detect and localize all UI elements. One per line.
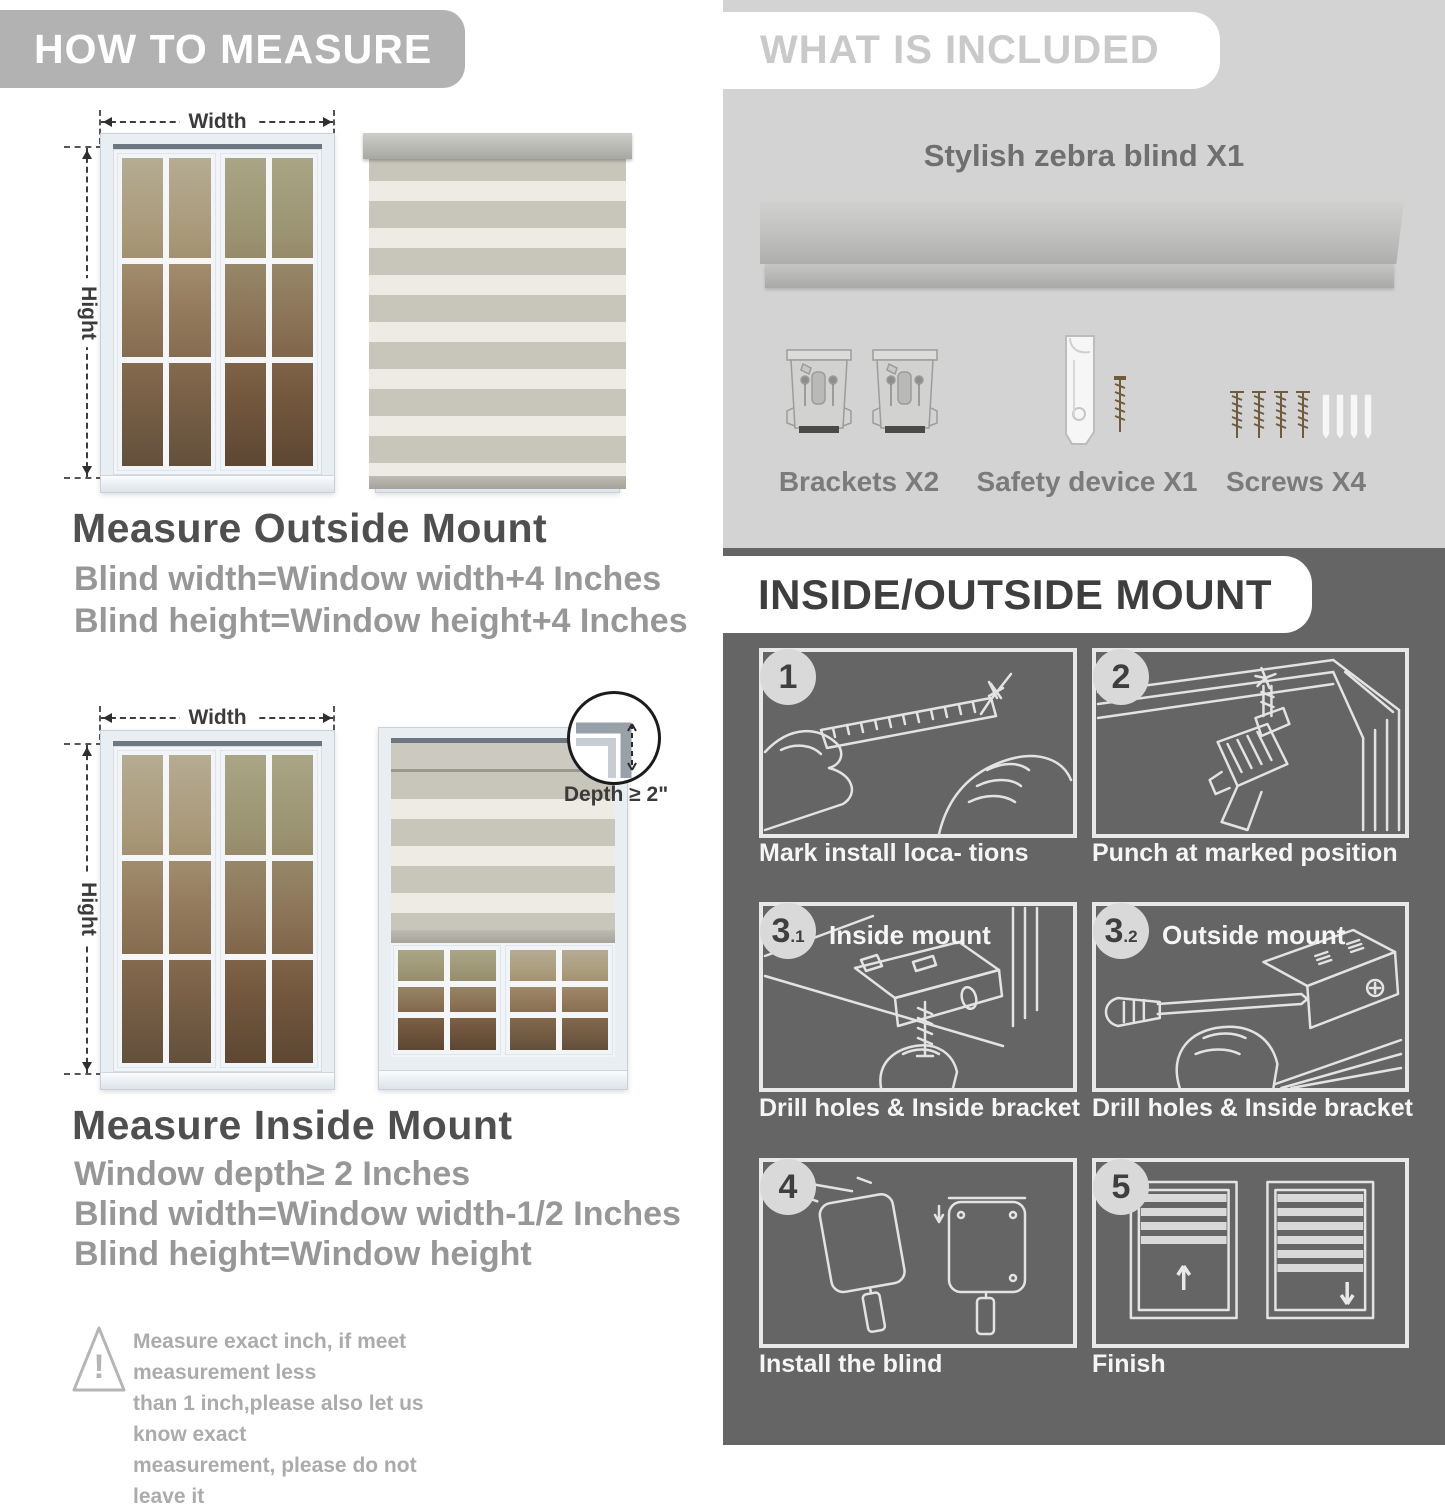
width-arrow-top-2 [100,705,335,729]
outside-formula-height: Blind height=Window height+4 Inches [74,602,688,640]
zebra-fabric [369,154,626,476]
lower-sash [391,943,615,1057]
step-caption-5: Finish [1092,1350,1166,1378]
mount-title: INSIDE/OUTSIDE MOUNT [758,570,1273,618]
step-panel-5 [1092,1158,1409,1348]
mount-instructions-panel [723,548,1445,1445]
width-label: Width [179,110,255,134]
window-doors [113,149,322,475]
depth-corner-zoom [570,694,658,782]
inside-mount-heading: Measure Inside Mount [72,1102,513,1148]
blind-bottom-rail [391,930,615,943]
safety-device-label: Safety device X1 [976,466,1198,497]
height-arrow [77,147,100,478]
how-to-measure-title: HOW TO MEASURE [34,25,433,72]
step-caption-4: Install the blind [759,1350,943,1378]
zebra-blind-outside-demo [363,128,632,493]
window-glass [510,950,608,1050]
guide-line [64,1073,102,1075]
what-is-included-banner [723,12,1220,89]
width-label-2: Width [179,706,255,730]
how-to-measure-banner [0,10,465,88]
step-title-3-1: Inside mount [829,920,991,950]
brackets-icon [783,346,943,444]
step-caption-3-1: Drill holes & Inside bracket [759,1094,1080,1122]
warning-text: Measure exact inch, if meet measurement less than 1 inch,please also let us know exact measurement, please do not leave it [133,1330,424,1508]
step-panel-1 [759,648,1077,838]
window-glass [225,755,314,1063]
window-glass [225,158,314,466]
screws-label: Screws X4 [1225,466,1367,497]
step-title-3-2: Outside mount [1162,920,1346,950]
height-label-2: Hight [76,874,100,944]
window-glass [398,950,496,1050]
window-sill [379,1070,627,1089]
warning-mark: ! [93,1348,105,1386]
step-badge-3-1: 3 .1 [760,903,816,959]
window-glass [122,158,211,466]
guide-line [64,743,102,745]
step-panel-3-2 [1092,902,1409,1092]
window-sill [101,1072,334,1089]
blind-headrail [363,133,632,159]
step-caption-2: Punch at marked position [1092,839,1398,867]
screws-icon [1222,384,1372,444]
mount-banner [723,556,1312,633]
what-is-included-title: WHAT IS INCLUDED [760,28,1160,72]
depth-label: Depth ≥ 2" [563,783,669,806]
guide-line [64,477,102,479]
window-glass [122,755,211,1063]
warning-triangle-icon [70,1320,128,1396]
step-badge-2: 2 [1093,649,1149,705]
brackets-label: Brackets X2 [778,466,940,497]
blind-bottom-rail [369,476,626,489]
inside-formula-height: Blind height=Window height [74,1235,532,1273]
product-title: Stylish zebra blind X1 [923,138,1245,173]
step-caption-3-2: Drill holes & Inside bracket [1092,1094,1413,1122]
window-sill [101,475,334,492]
what-is-included-panel [723,0,1445,548]
step-panel-2 [1092,648,1409,838]
height-label: Hight [76,278,100,348]
safety-device-icon [1058,330,1148,452]
step-badge-3-2: 3 .2 [1093,903,1149,959]
headrail-valance [765,264,1394,288]
depth-callout-circle [567,691,661,785]
outside-formula-width: Blind width=Window width+4 Inches [74,560,662,598]
outside-mount-heading: Measure Outside Mount [72,505,548,551]
step-panel-4 [759,1158,1077,1348]
window-photo-inside [100,730,335,1090]
step-badge-5: 5 [1093,1159,1149,1215]
step-caption-1: Mark install loca- tions [759,839,1029,867]
width-arrow-top [100,109,335,133]
inside-depth-rule: Window depth≥ 2 Inches [74,1155,471,1193]
guide-line [64,146,102,148]
height-arrow-2 [77,744,100,1074]
step-badge-1: 1 [760,649,816,705]
inside-formula-width: Blind width=Window width-1/2 Inches [74,1195,681,1233]
window-photo-outside [100,133,335,493]
step-badge-4: 4 [760,1159,816,1215]
headrail-image [760,202,1404,264]
step-panel-3-1 [759,902,1077,1092]
